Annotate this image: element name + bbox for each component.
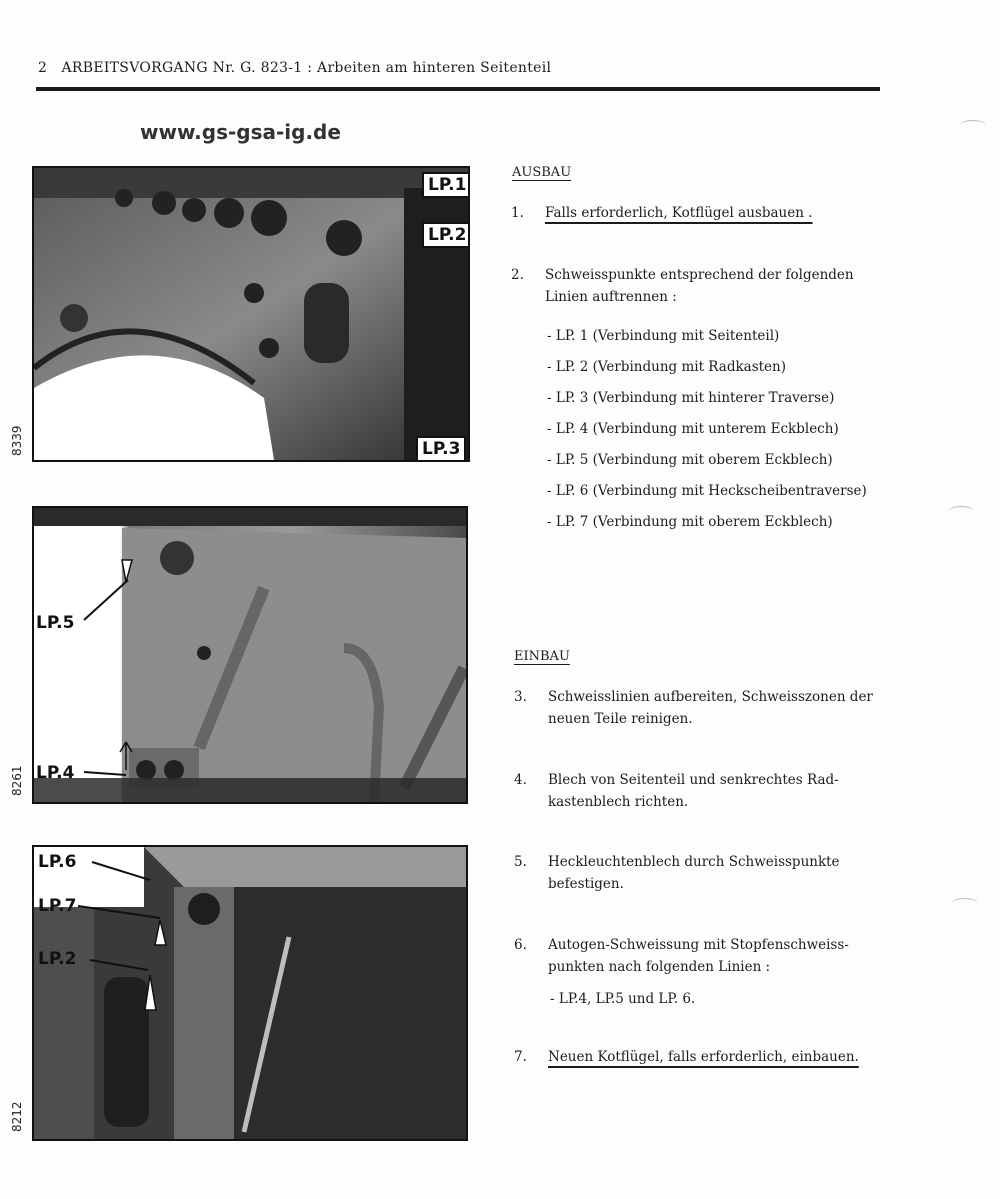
step-text-line: befestigen. [548, 876, 624, 892]
photo-number-8212: 8212 [10, 1101, 24, 1132]
lp-list-item: - LP. 3 (Verbindung mit hinterer Traverse) [547, 390, 835, 406]
step-text-line: kastenblech richten. [548, 794, 689, 810]
lp5-arrow [122, 560, 132, 582]
page-number: 2 [38, 60, 48, 76]
step-text-line: Falls erforderlich, Kotflügel ausbauen . [545, 205, 813, 221]
lp-list-item: - LP. 7 (Verbindung mit oberem Eckblech) [547, 514, 833, 530]
lp4-arrow [120, 742, 132, 770]
section-title-ausbau: AUSBAU [512, 165, 572, 180]
photo-label-lp1: LP.1 [422, 172, 470, 198]
step-number: 4. [514, 772, 527, 788]
binder-mark [948, 506, 974, 517]
photo-label-lp3: LP.3 [416, 436, 466, 462]
lp6-leader [92, 862, 150, 880]
step-text-line: Schweisslinien aufbereiten, Schweisszonen der [548, 689, 873, 705]
photo-number-8261: 8261 [10, 765, 24, 796]
step-text-line: Heckleuchtenblech durch Schweisspunkte [548, 854, 840, 870]
photo-label-lp5: LP.5 [36, 613, 75, 633]
step-text-line: Blech von Seitenteil und senkrechtes Rad- [548, 772, 839, 788]
lp2b-leader [90, 960, 148, 970]
page-title: ARBEITSVORGANG Nr. G. 823-1 : Arbeiten am hinteren Seitenteil [61, 60, 552, 76]
lp-list-item: - LP. 2 (Verbindung mit Radkasten) [547, 359, 786, 375]
step-number: 2. [511, 267, 524, 283]
step-text-line: Neuen Kotflügel, falls erforderlich, einbauen. [548, 1049, 859, 1065]
lp2b-arrow [145, 975, 156, 1010]
binder-mark [960, 120, 986, 131]
step-text-line: punkten nach folgenden Linien : [548, 959, 771, 975]
photo-label-lp2b: LP.2 [38, 949, 77, 969]
lp-list-item: - LP. 6 (Verbindung mit Heckscheibentraverse) [547, 483, 867, 499]
step-sub-item: - LP.4, LP.5 und LP. 6. [550, 991, 696, 1007]
photo-label-lp4: LP.4 [36, 763, 75, 783]
step-text-line: Linien auftrennen : [545, 289, 677, 305]
step-text-line: Schweisspunkte entsprechend der folgenden [545, 267, 854, 283]
lp-list-item: - LP. 5 (Verbindung mit oberem Eckblech) [547, 452, 833, 468]
photo-label-lp2: LP.2 [422, 222, 470, 248]
step-text-line: neuen Teile reinigen. [548, 711, 693, 727]
step-number: 3. [514, 689, 527, 705]
photo-label-lp6: LP.6 [38, 852, 77, 872]
photo-number-8339: 8339 [10, 425, 24, 456]
website-watermark: www.gs-gsa-ig.de [140, 120, 341, 144]
step-number: 6. [514, 937, 527, 953]
binder-mark [952, 898, 978, 909]
lp5-leader [84, 580, 128, 620]
lp4-leader [84, 772, 126, 775]
step-number: 1. [511, 205, 524, 221]
lp-list-item: - LP. 4 (Verbindung mit unterem Eckblech) [547, 421, 839, 437]
lp7-leader [78, 906, 160, 918]
photo-label-lp7: LP.7 [38, 896, 77, 916]
section-title-einbau: EINBAU [514, 649, 570, 664]
step-text-line: Autogen-Schweissung mit Stopfenschweiss- [548, 937, 849, 953]
step-number: 5. [514, 854, 527, 870]
step-number: 7. [514, 1049, 527, 1065]
lp7-arrow [155, 920, 166, 945]
lp-list-item: - LP. 1 (Verbindung mit Seitenteil) [547, 328, 780, 344]
